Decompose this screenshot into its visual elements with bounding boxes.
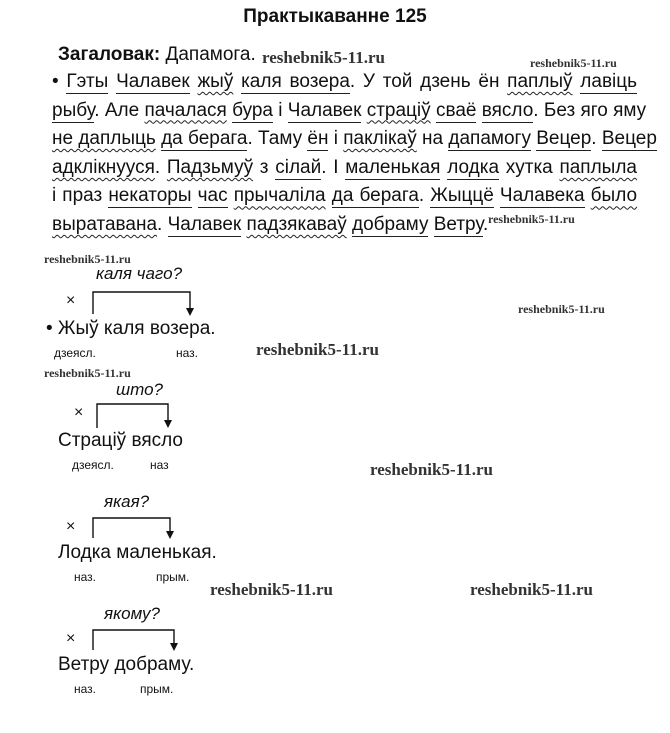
cross-marker: × <box>66 518 76 535</box>
wavy-underlined-word: жыў <box>197 71 234 92</box>
underlined-word: Вецер <box>536 128 592 150</box>
underlined-word: бура <box>232 99 273 121</box>
page-title: Практыкаванне 125 <box>243 6 427 27</box>
wavy-underlined-word: прычаліла <box>233 185 326 207</box>
text-span: . <box>591 128 602 150</box>
part-of-speech-label: наз <box>150 458 169 472</box>
watermark: reshebnik5-11.ru <box>530 56 617 70</box>
part-of-speech-label: дзеясл. <box>54 346 96 360</box>
text-span: хутка <box>499 156 560 178</box>
underlined-word: некаторы <box>108 185 192 207</box>
part-of-speech-label: наз. <box>74 570 97 584</box>
watermark: reshebnik5-11.ru <box>210 580 333 599</box>
text-span: . <box>154 156 167 178</box>
watermark: reshebnik5-11.ru <box>44 366 131 380</box>
text-span: . <box>157 213 168 235</box>
underlined-word: сілай <box>275 156 322 178</box>
underlined-word: лавіць <box>580 71 638 92</box>
parse-question: якому? <box>104 604 160 623</box>
parse-question: каля чаго? <box>96 264 183 283</box>
wavy-underlined-word: паклікаў <box>343 128 417 150</box>
underlined-word: Чалавек <box>287 99 362 121</box>
text-span: . <box>418 185 431 207</box>
cross-marker: × <box>74 404 84 421</box>
underlined-word: Жыццё <box>430 185 494 207</box>
text-span: на <box>416 128 449 150</box>
underlined-word: да берага <box>161 128 248 150</box>
underlined-word: лодка <box>447 156 500 178</box>
cross-marker: × <box>66 630 76 647</box>
underlined-word: Гэты <box>66 71 109 92</box>
wavy-underlined-word: пачалася <box>144 99 227 121</box>
heading-value: Дапамога. <box>165 44 256 65</box>
watermark: reshebnik5-11.ru <box>470 580 593 599</box>
parse-question: якая? <box>104 492 150 511</box>
text-span: . І <box>321 156 346 178</box>
wavy-underlined-word: паплыў <box>507 71 573 92</box>
cross-marker: × <box>66 292 76 309</box>
text-span: . У той дзень ён <box>349 71 508 92</box>
part-of-speech-label: наз. <box>74 682 97 696</box>
text-span: • <box>52 71 67 92</box>
text-span: . <box>483 213 489 235</box>
wavy-underlined-word: адклікнууся <box>52 156 155 178</box>
underlined-word: маленькая <box>345 156 441 178</box>
underlined-word: каля возера <box>241 71 350 92</box>
text-span: . Але <box>94 99 145 121</box>
watermark: reshebnik5-11.ru <box>488 212 575 226</box>
underlined-word: Ветру <box>433 213 483 235</box>
text-span: і <box>273 99 288 121</box>
wavy-underlined-word: выратавана <box>52 213 158 235</box>
underlined-word: да берага <box>331 185 419 207</box>
watermark: reshebnik5-11.ru <box>256 340 379 359</box>
underlined-word: дапамогу <box>448 128 531 150</box>
underlined-word: вясло <box>481 99 534 121</box>
parse-phrase: Ветру добраму. <box>58 654 195 675</box>
underlined-word: ён <box>307 128 329 150</box>
wavy-underlined-word: падзякаваў <box>246 213 347 235</box>
watermark: reshebnik5-11.ru <box>518 302 605 316</box>
underlined-word: рыбу <box>52 99 95 121</box>
text-span: . Без яго яму <box>533 99 647 121</box>
underlined-word: Чалавек <box>167 213 242 235</box>
part-of-speech-label: прым. <box>140 682 174 696</box>
text-span: і праз <box>52 185 109 207</box>
parse-phrase: • Жыў каля возера. <box>46 318 216 339</box>
wavy-underlined-word: Падзьмуў <box>166 156 254 178</box>
watermark: reshebnik5-11.ru <box>44 252 131 266</box>
parse-phrase: Страціў вясло <box>58 430 183 451</box>
part-of-speech-label: дзеясл. <box>72 458 114 472</box>
text-span: . Таму <box>247 128 308 150</box>
watermark: reshebnik5-11.ru <box>370 460 493 479</box>
watermark: reshebnik5-11.ru <box>262 48 385 67</box>
underlined-word: Вецер <box>601 128 657 150</box>
parse-phrase: Лодка маленькая. <box>58 542 217 563</box>
underlined-word: Чалавека <box>499 185 585 207</box>
part-of-speech-label: прым. <box>156 570 190 584</box>
underlined-word: Чалавек <box>116 71 190 92</box>
underlined-word: час <box>197 185 228 207</box>
text-span: і <box>328 128 344 150</box>
underlined-word: сваё <box>435 99 477 121</box>
wavy-underlined-word: страціў <box>366 99 431 121</box>
heading-label: Загаловак: <box>58 44 161 65</box>
wavy-underlined-word: было <box>590 185 638 207</box>
underlined-word: добраму <box>352 213 429 235</box>
part-of-speech-label: наз. <box>176 346 199 360</box>
text-span: з <box>253 156 276 178</box>
parse-question: што? <box>116 380 163 399</box>
wavy-underlined-word: паплыла <box>559 156 637 178</box>
wavy-underlined-word: не даплыць <box>52 128 156 150</box>
